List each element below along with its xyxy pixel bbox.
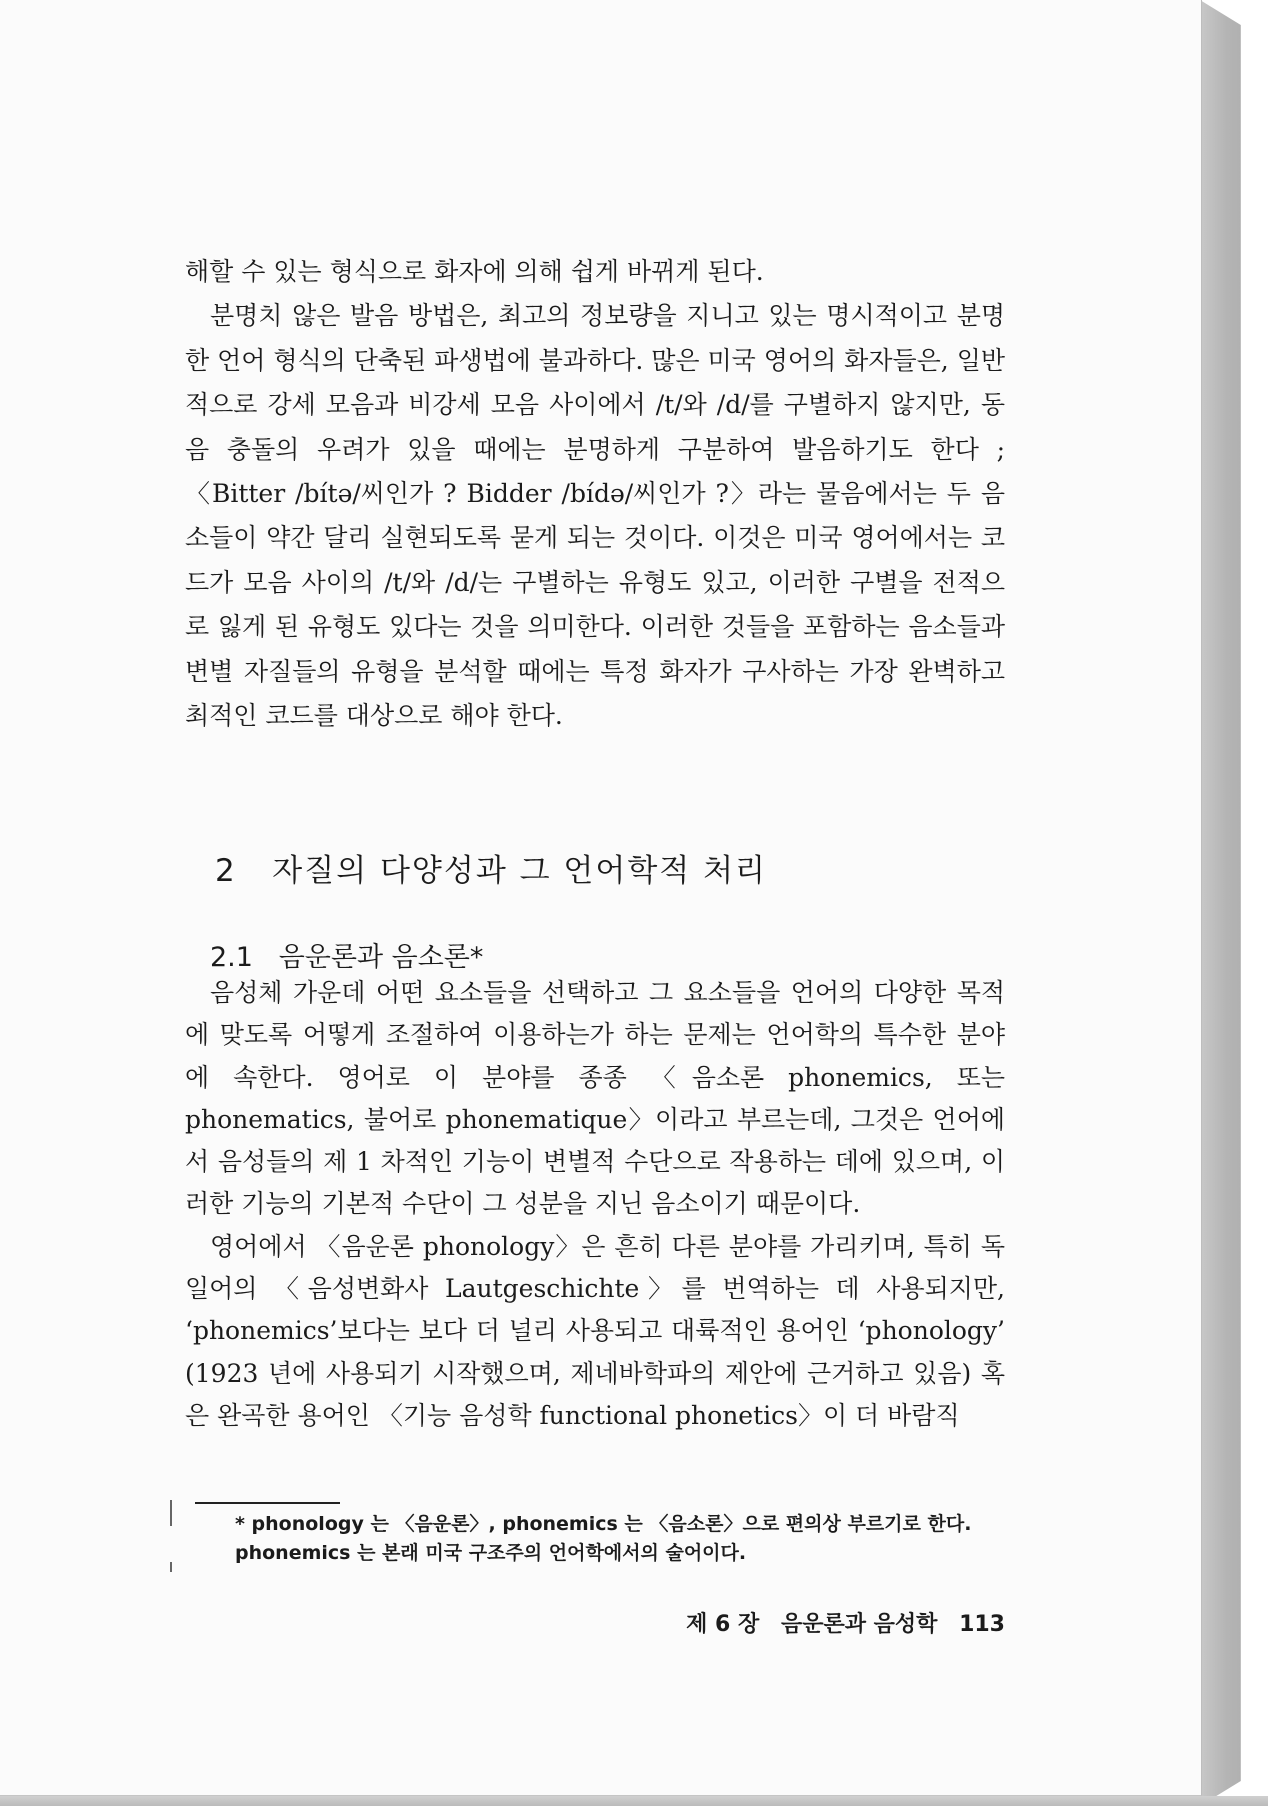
footnote bbox=[235, 1510, 1010, 1568]
paragraph: 분명치 않은 발음 방법은, 최고의 정보량을 지니고 있는 명시적이고 분명한 언어 형식의 단축된 파생법에 불과하다. 많은 미국 영어의 화자들은, 일반적으로 강세 모음과 비강세 모음 사이에서 /t/와 /d/를 구별하지 않지만, 동음 충돌의 우려가 있을 때에는 분명하게 구분하여 발음하기도 한다 ; 〈Bitter /bítə/씨인가 ? Bidder /bídə/씨인가 ?〉라는 물음에서는 두 음소들이 약간 달리 실현되도록 묻게 되는 것이다. 이것은 미국 영어에서는 코드가 모음 사이의 /t/와 /d/는 구별하는 유형도 있고, 이러한 구별을 전적으로 잃게 된 유형도 있다는 것을 의미한다. 이러한 것들을 포함하는 음소들과 변별 자질들의 유형을 분석할 때에는 특정 화자가 구사하는 가장 완벽하고 최적인 코드를 대상으로 해야 한다. bbox=[185, 301, 1005, 731]
chapter-title: 음운론과 음성학 bbox=[780, 1612, 938, 1637]
margin-mark bbox=[170, 1500, 172, 1526]
page-number: 113 bbox=[959, 1612, 1005, 1637]
paragraph: 음성체 가운데 어떤 요소들을 선택하고 그 요소들을 언어의 다양한 목적에 맞도록 어떻게 조절하여 이용하는가 하는 문제는 언어학의 특수한 분야에 속한다. 영어로 이 분야를 종종 〈음소론 phonemics, 또는 phonematics, 불어로 phonematique〉이라고 부르는데, 그것은 언어에서 음성들의 제 1 차적인 기능이 변별적 수단으로 작용하는 데에 있으며, 이러한 기능의 기본적 수단이 그 성분을 지닌 음소이기 때문이다. bbox=[185, 978, 1005, 1219]
paragraph: 영어에서 〈음운론 phonology〉은 흔히 다른 분야를 가리키며, 특히 독일어의 〈음성변화사 Lautgeschichte〉를 번역하는 데 사용되지만, ‘phonemics’보다는 보다 더 널리 사용되고 대륙적인 용어인 ‘phonology’ (1923 년에 사용되기 시작했으며, 제네바학파의 제안에 근거하고 있음) 혹은 완곡한 용어인 〈기능 음성학 functional phonetics〉이 더 바람직 bbox=[185, 1231, 1005, 1430]
paragraph: 해할 수 있는 형식으로 화자에 의해 쉽게 바뀌게 된다. bbox=[185, 257, 764, 286]
body-text-bottom bbox=[185, 972, 1005, 1437]
section-title: 자질의 다양성과 그 언어학적 처리 bbox=[272, 853, 767, 889]
footnote-line: phonemics 는 본래 미국 구조주의 언어학에서의 술어이다. bbox=[235, 1542, 747, 1564]
subsection-number: 2.1 bbox=[210, 942, 253, 973]
chapter-label: 제 6 장 bbox=[686, 1612, 760, 1637]
section-heading bbox=[215, 845, 767, 890]
subsection-title: 음운론과 음소론* bbox=[278, 942, 484, 973]
section-number: 2 bbox=[215, 853, 237, 889]
running-footer bbox=[650, 1607, 1005, 1638]
margin-mark bbox=[170, 1562, 172, 1572]
footnote-line: * phonology 는 〈음운론〉, phonemics 는 〈음소론〉으로 편의상 부르기로 한다. bbox=[235, 1513, 972, 1535]
page-bottom-edge bbox=[0, 1796, 1268, 1806]
subsection-heading bbox=[210, 935, 483, 974]
body-text-top bbox=[185, 250, 1005, 738]
page-edge-shadow bbox=[1200, 0, 1268, 1806]
footnote-divider bbox=[195, 1502, 340, 1504]
